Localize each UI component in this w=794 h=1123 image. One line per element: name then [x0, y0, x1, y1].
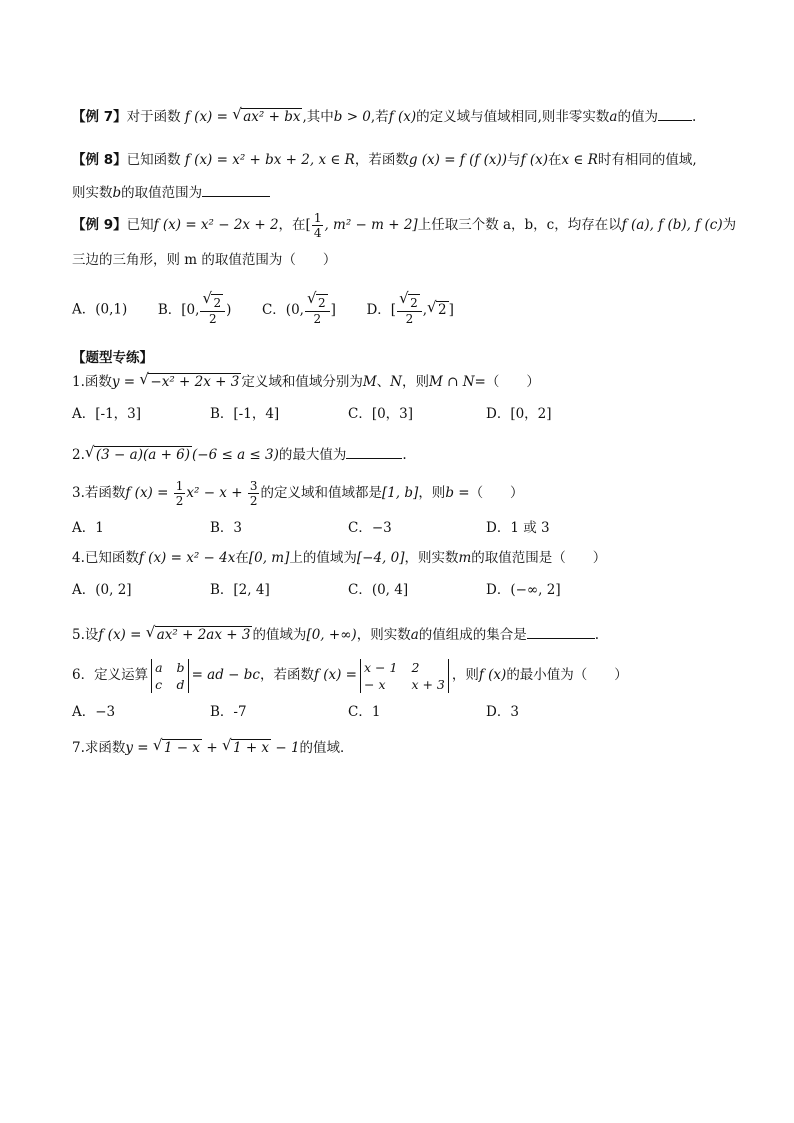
q3-text-3: ，则	[418, 485, 446, 501]
q2-condition: (−6 ≤ a ≤ 3)	[192, 447, 279, 463]
q1-option-c: C．[0，3]	[348, 406, 414, 422]
example-8-b: b	[112, 185, 122, 201]
q5-end: .	[594, 627, 600, 643]
q5-text-2: 的值域为	[252, 627, 307, 643]
question-4	[72, 548, 606, 568]
answer-blank	[346, 444, 402, 459]
q6-text-2: ，若函数	[259, 667, 314, 683]
q3-option-a: A．1	[72, 520, 104, 536]
q1-option-a: A．[-1，3]	[72, 406, 142, 422]
q4-f: f (x) = x² − 4x	[138, 550, 236, 566]
example-7-text-3: ,若	[370, 109, 389, 125]
example-7-function: f (x) =	[184, 109, 233, 125]
q1-text-5: =（ ）	[474, 374, 540, 390]
q7-tail: − 1	[271, 740, 300, 756]
example-8-text-7: 的取值范围为	[121, 185, 203, 201]
q1-y: y =	[111, 374, 140, 390]
example-7-condition: b > 0	[333, 109, 371, 125]
q5-text: 5.设	[72, 627, 99, 643]
q1-N: N	[390, 374, 402, 390]
example-8-text-2: ，若函数	[354, 152, 409, 168]
q5-text-4: 的值组成的集合是	[418, 627, 527, 643]
example-9-text-4: 为	[722, 217, 737, 233]
q4-option-a: A．(0, 2]	[72, 582, 132, 598]
q4-m: m	[458, 550, 472, 566]
example-8-line-2	[72, 182, 270, 203]
q2-text-2: 的最大值为	[278, 447, 347, 463]
example-7-fx: f (x)	[388, 109, 417, 125]
q3-text-2: 的定义域和值域都是	[260, 485, 382, 501]
example-8-text-5: 时有相同的值域,	[597, 152, 697, 168]
q4-text-5: 的取值范围是（ ）	[471, 550, 607, 566]
example-8-fx: f (x)	[520, 152, 548, 168]
q1-text-3: 、	[376, 374, 391, 390]
example-9-fs: f (a), f (b), f (c)	[621, 217, 723, 233]
example-9-options	[72, 294, 454, 326]
example-8-x: x ∈ R	[561, 152, 598, 168]
example-9-text-3: 上任取三个数 a，b，c，均存在以	[417, 217, 622, 233]
q7-plus: +	[202, 740, 222, 756]
q6-text: 6．定义运算	[72, 667, 149, 683]
example-9	[72, 210, 736, 240]
example-8-text: 已知函数	[126, 152, 181, 168]
q5-sqrt: √ ax² + 2ax + 3	[146, 625, 253, 645]
option-d: D．[ √ $\frac{2}{2}$ ,√ 2 ]	[366, 302, 453, 318]
section-title: 【题型专练】	[72, 350, 153, 366]
q7-text-2: 的值域．	[299, 740, 354, 756]
q3-interval: [1, b]	[381, 485, 419, 501]
q3-option-d: D．1 或 3	[486, 520, 550, 536]
option-c: C．(0, √ $\frac{2}{2}$ ]	[262, 302, 336, 318]
question-5	[72, 624, 599, 645]
example-7-tag: 【例 7】	[72, 109, 127, 125]
q1-M: M	[362, 374, 377, 390]
q5-range: [0, +∞)	[306, 627, 357, 643]
q5-f: f (x) =	[98, 627, 146, 643]
q7-sqrt-1: √ 1 − x	[153, 738, 202, 758]
q3-option-b: B．3	[210, 520, 243, 536]
example-9-text-5: 三边的三角形，则 m 的取值范围为（ ）	[72, 252, 337, 268]
option-a: A．(0,1)	[72, 301, 128, 318]
q3-b: b =	[445, 485, 470, 501]
q5-text-3: ，则实数	[356, 627, 411, 643]
q3-f: f (x) =	[125, 485, 173, 501]
question-2	[72, 444, 407, 465]
determinant-1: a b c d	[148, 659, 191, 693]
question-6	[72, 656, 628, 694]
answer-blank	[527, 624, 595, 639]
fraction: $\frac{1}{4}$	[313, 211, 322, 240]
example-9-text: 已知	[126, 217, 154, 233]
q4-text-2: 在	[235, 550, 249, 566]
q7-text: 7.求函数	[72, 740, 126, 756]
answer-blank	[202, 182, 270, 197]
q4-range: [−4, 0]	[356, 550, 405, 566]
example-9-line-2	[72, 250, 336, 270]
question-7	[72, 738, 354, 758]
example-7-text-5: 的值为	[617, 109, 658, 125]
q4-text-4: ，则实数	[404, 550, 459, 566]
example-8-g: g (x) = f (f (x))	[408, 152, 508, 168]
q7-y: y =	[125, 740, 153, 756]
example-7-sqrt: √ ax² + bx	[232, 107, 302, 127]
q4-option-d: D．(−∞, 2]	[486, 582, 561, 598]
q3-text: 3.若函数	[72, 485, 126, 501]
q3-text-4: （ ）	[469, 485, 524, 501]
example-8	[72, 150, 697, 170]
q4-interval: [0, m]	[248, 550, 290, 566]
q7-sqrt-2: √ 1 + x	[222, 738, 271, 758]
answer-blank	[658, 106, 692, 121]
question-3	[72, 478, 524, 508]
q1-text: 1.函数	[72, 374, 112, 390]
q6-option-a: A．−3	[72, 704, 116, 720]
example-7	[72, 106, 696, 127]
example-7-text: 对于函数	[126, 109, 181, 125]
example-8-text-3: 与	[507, 152, 521, 168]
q4-text-3: 上的值域为	[289, 550, 357, 566]
q6-text-4: 的最小值为（ ）	[506, 667, 628, 683]
q6-option-b: B．-7	[210, 704, 247, 720]
q1-option-b: B．[-1，4]	[210, 406, 280, 422]
q3-option-c: C．−3	[348, 520, 392, 536]
q4-option-b: B．[2, 4]	[210, 582, 270, 598]
q6-option-c: C．1	[348, 704, 381, 720]
q2-text: 2.	[72, 447, 85, 463]
example-8-text-4: 在	[548, 152, 562, 168]
q3-mid: x² − x +	[186, 485, 247, 501]
q6-eq: = ad − bc	[191, 667, 260, 683]
example-9-function: f (x) = x² − 2x + 2	[153, 217, 279, 233]
option-b: B．[0, √ $\frac{2}{2}$ )	[158, 302, 232, 318]
example-7-end: .	[691, 109, 697, 125]
q4-option-c: C．(0, 4]	[348, 582, 409, 598]
fraction: $\frac{3}{2}$	[249, 479, 258, 508]
q1-intersection: M ∩ N	[428, 374, 475, 390]
q4-text: 4.已知函数	[72, 550, 139, 566]
q2-sqrt: √ (3 − a)(a + 6)	[85, 445, 192, 465]
q1-sqrt: √ −x² + 2x + 3	[139, 372, 241, 392]
q1-text-2: 定义域和值域分别为	[241, 374, 363, 390]
determinant-2: x − 1 2 − x x + 3	[357, 659, 452, 693]
q6-option-d: D．3	[486, 704, 519, 720]
q5-a: a	[410, 627, 419, 643]
q6-text-3: ，则	[451, 667, 479, 683]
q1-option-d: D．[0，2]	[486, 406, 552, 422]
example-7-a: a	[609, 109, 618, 125]
example-8-text-6: 则实数	[72, 185, 113, 201]
q6-f: f (x) =	[313, 667, 357, 683]
question-1	[72, 372, 540, 392]
q2-end: .	[402, 447, 407, 463]
fraction: $\frac{1}{2}$	[175, 479, 184, 508]
example-8-function: f (x) = x² + bx + 2, x ∈ R	[184, 152, 355, 168]
q6-fx: f (x)	[478, 667, 507, 683]
example-9-text-2: ，在[	[278, 217, 311, 233]
example-9-tag: 【例 9】	[72, 217, 127, 233]
example-9-interval: , m² − m + 2]	[324, 217, 418, 233]
example-7-text-2: ,其中	[302, 109, 334, 125]
q1-text-4: ，则	[401, 374, 429, 390]
example-8-tag: 【例 8】	[72, 152, 127, 168]
example-7-text-4: 的定义域与值域相同,则非零实数	[416, 109, 610, 125]
